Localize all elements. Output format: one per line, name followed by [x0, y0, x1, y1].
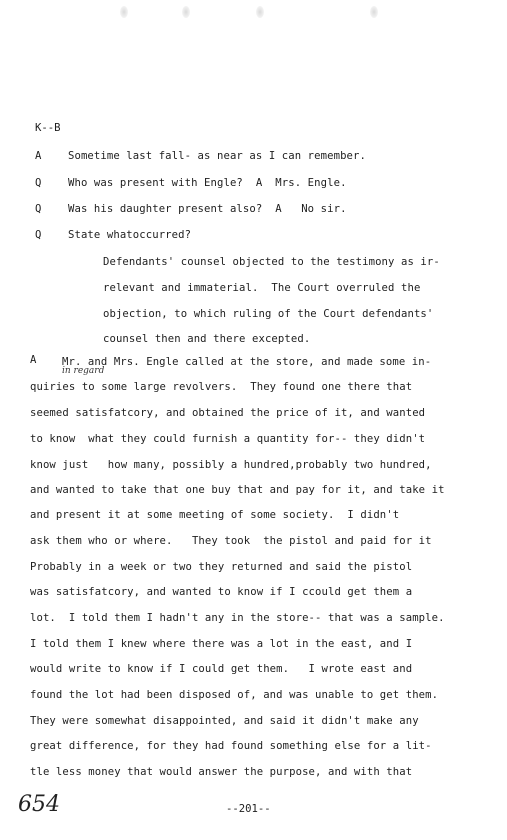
qa-text: Who was present with Engle? A Mrs. Engle. [68, 177, 347, 189]
answer-line: Mr. and Mrs. Engle called at the store, and made some in- [62, 356, 432, 368]
punch-hole [182, 6, 190, 18]
answer-line: They were somewhat disappointed, and said it didn't make any [30, 715, 419, 727]
answer-line: and wanted to take that one buy that and pay for it, and take it [30, 484, 445, 496]
section-label: K--B [35, 122, 61, 134]
handwritten-page-number: 654 [18, 792, 60, 817]
answer-line: found the lot had been disposed of, and was unable to get them. [30, 689, 439, 701]
answer-line: know just how many, possibly a hundred,probably two hundred, [30, 459, 432, 471]
punch-hole [370, 6, 378, 18]
objection-line: objection, to which ruling of the Court defendants' [103, 308, 434, 320]
answer-line: quiries to some large revolvers. They found one there that [30, 381, 413, 393]
qa-marker: A [35, 150, 42, 162]
qa-text: State whatoccurred? [68, 229, 192, 241]
answer-line: and present it at some meeting of some society. I didn't [30, 509, 400, 521]
answer-line: to know what they could furnish a quantity for-- they didn't [30, 433, 426, 445]
punch-holes [0, 4, 507, 20]
qa-marker: Q [35, 229, 42, 241]
page-number: --201-- [226, 803, 271, 815]
answer-marker: A [30, 354, 37, 366]
answer-line: seemed satisfatcory, and obtained the price of it, and wanted [30, 407, 426, 419]
answer-line: ask them who or where. They took the pistol and paid for it [30, 535, 432, 547]
answer-line: was satisfatcory, and wanted to know if I ccould get them a [30, 586, 413, 598]
answer-line: lot. I told them I hadn't any in the store-- that was a sample. [30, 612, 445, 624]
punch-hole [256, 6, 264, 18]
answer-line: tle less money that would answer the purpose, and with that [30, 766, 413, 778]
objection-line: relevant and immaterial. The Court overruled the [103, 282, 421, 294]
qa-text: Sometime last fall- as near as I can remember. [68, 150, 366, 162]
qa-text: Was his daughter present also? A No sir. [68, 203, 347, 215]
answer-line: I told them I knew where there was a lot in the east, and I [30, 638, 413, 650]
objection-line: Defendants' counsel objected to the testimony as ir- [103, 256, 440, 268]
objection-line: counsel then and there excepted. [103, 333, 311, 345]
qa-marker: Q [35, 203, 42, 215]
answer-line: would write to know if I could get them. I wrote east and [30, 663, 413, 675]
handwritten-insertion: in regard [62, 366, 105, 376]
answer-line: Probably in a week or two they returned and said the pistol [30, 561, 413, 573]
answer-line: great difference, for they had found something else for a lit- [30, 740, 432, 752]
qa-marker: Q [35, 177, 42, 189]
punch-hole [120, 6, 128, 18]
